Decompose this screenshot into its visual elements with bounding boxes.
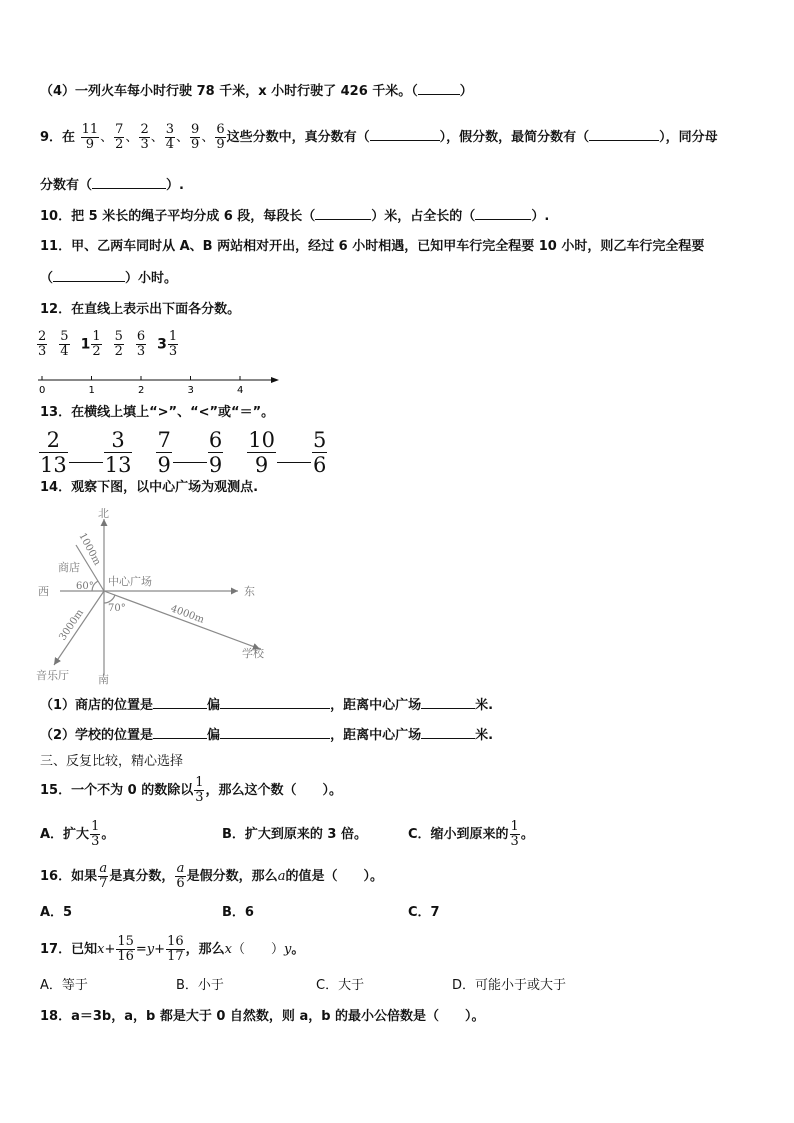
fraction: $\frac{2}{3}$ [140, 122, 149, 152]
option-a[interactable]: A．5 [40, 905, 73, 920]
angle-school: 70° [108, 603, 126, 614]
fraction: $\frac{7}{2}$ [115, 122, 124, 152]
option-b[interactable]: B．扩大到原来的 3 倍。 [222, 827, 368, 842]
number-line-arrow [271, 377, 279, 383]
question-17: 17．已知x+ $\frac{15}{16}$ =y+ $\frac{16}{17}$ ，那么x（ ）y。 [40, 934, 305, 964]
fraction: $\frac{9}{9}$ [191, 122, 200, 152]
fraction: $\frac{15}{16}$ [117, 934, 134, 964]
option-a[interactable]: A．扩大 $\frac{1}{3}$ 。 [40, 819, 115, 849]
option-c[interactable]: C．7 [408, 905, 440, 920]
fraction: $\frac{16}{17}$ [167, 934, 184, 964]
question-14-part-2: （2）学校的位置是 偏 ，距离中心广场 米. [40, 728, 494, 743]
answer-blank[interactable] [53, 269, 125, 282]
tick-label: 3 [187, 385, 194, 396]
question-9-line2: 分数有（ ）. [40, 178, 184, 193]
q9-fraction-list: $\frac{11}{9}$ 、 $\frac{7}{2}$ 、 $\frac{2}{3}$ 、 $\frac{3}{4}$ 、 $\frac{9}{9}$ 、 $\frac{6}{9}$ [81, 122, 225, 152]
question-14-title: 14．观察下图，以中心广场为观测点. [40, 480, 259, 495]
answer-blank[interactable] [153, 726, 207, 739]
fraction: $\frac{7}{9}$ [157, 428, 171, 477]
fraction: $\frac{10}{9}$ [248, 428, 275, 477]
answer-blank[interactable] [418, 82, 460, 95]
label-north: 北 [98, 507, 109, 520]
fraction: $\frac{1}{3}$ [91, 819, 100, 849]
option-c[interactable]: C．缩小到原来的 $\frac{1}{3}$ 。 [408, 819, 534, 849]
number-line [30, 370, 290, 396]
answer-blank[interactable] [589, 128, 659, 141]
answer-blank[interactable] [370, 128, 440, 141]
hall-line [54, 591, 104, 665]
question-12-title: 12．在直线上表示出下面各分数。 [40, 302, 241, 317]
option-a[interactable]: A．等于 [40, 978, 88, 993]
fraction: $\frac{6}{3}$ [136, 329, 146, 359]
fraction: $\frac{5}{4}$ [60, 329, 69, 359]
mixed-number: 3 $\frac{1}{3}$ [157, 329, 178, 359]
answer-blank[interactable] [421, 726, 475, 739]
answer-blank[interactable] [220, 696, 330, 709]
question-4-sub: （4）一列火车每小时行驶 78 千米，x 小时行驶了 426 千米。（ ） [40, 84, 473, 99]
mixed-number [113, 330, 125, 359]
answer-blank[interactable] [153, 696, 207, 709]
dist-hall: 3000m [57, 607, 87, 643]
question-13-title: 13．在横线上填上“>”、“<”或“＝”。 [40, 405, 275, 420]
answer-blank[interactable] [220, 726, 330, 739]
label-hall: 音乐厅 [36, 669, 69, 682]
label-east: 东 [244, 585, 255, 598]
direction-map [32, 505, 292, 685]
option-c[interactable]: C．大于 [316, 978, 365, 993]
answer-blank[interactable] [475, 207, 531, 220]
fraction: $\frac{5}{2}$ [114, 329, 123, 359]
option-b[interactable]: B．6 [222, 905, 254, 920]
question-18: 18．a＝3b，a，b 都是大于 0 自然数，则 a，b 的最小公倍数是（ ）。 [40, 1009, 485, 1024]
mixed-number [58, 330, 70, 359]
q13-compare-row [38, 428, 328, 477]
answer-blank[interactable] [421, 696, 475, 709]
question-16: 16．如果 $\frac{a}{7}$ 是真分数， $\frac{a}{6}$ 是假分数，那么a的值是（ ）。 [40, 861, 383, 891]
fraction: $\frac{1}{3}$ [195, 775, 204, 805]
fraction: $\frac{1}{3}$ [510, 819, 519, 849]
dist-school: 4000m [168, 603, 206, 626]
school-line [104, 591, 260, 649]
label-south: 南 [98, 673, 109, 685]
fraction: $\frac{6}{9}$ [208, 428, 223, 477]
fraction: $\frac{5}{6}$ [312, 428, 327, 477]
answer-blank[interactable] [92, 176, 166, 189]
compare-blank[interactable] [69, 450, 103, 463]
compare-pair [155, 428, 224, 477]
fraction: $\frac{a}{7}$ [99, 861, 108, 891]
fraction: $\frac{1}{2}$ [92, 329, 101, 359]
question-15: 15．一个不为 0 的数除以 $\frac{1}{3}$ ，那么这个数（ ）。 [40, 775, 342, 805]
question-14-part-1: （1）商店的位置是 偏 ，距离中心广场 米. [40, 698, 494, 713]
option-b[interactable]: B．小于 [176, 978, 224, 993]
mixed-number: 1 $\frac{1}{2}$ [80, 329, 101, 359]
question-10: 10．把 5 米长的绳子平均分成 6 段，每段长（ ）米，占全长的（ ）. [40, 209, 550, 224]
tick-label: 1 [88, 385, 95, 396]
fraction: $\frac{3}{4}$ [165, 122, 175, 152]
option-d[interactable]: D．可能小于或大于 [452, 978, 567, 993]
fraction: $\frac{2}{13}$ [40, 428, 67, 477]
label-shop: 商店 [58, 561, 80, 574]
compare-blank[interactable] [277, 450, 311, 463]
fraction: $\frac{3}{13}$ [104, 428, 132, 477]
tick-label: 4 [237, 385, 244, 396]
question-11-line2: （ ）小时。 [40, 271, 178, 286]
label-center: 中心广场 [108, 575, 152, 588]
tick-label: 2 [138, 385, 145, 396]
dist-shop: 1000m [76, 531, 103, 568]
fraction: $\frac{1}{3}$ [168, 329, 178, 359]
compare-pair [246, 428, 328, 477]
label-school: 学校 [242, 647, 264, 660]
fraction: $\frac{11}{9}$ [81, 122, 99, 152]
compare-blank[interactable] [173, 450, 207, 463]
label-west: 西 [38, 585, 49, 598]
question-11: 11．甲、乙两车同时从 A、B 两站相对开出，经过 6 小时相遇，已知甲车行完全程要 10 小时，则乙车行完全程要 [40, 239, 705, 254]
angle-shop: 60° [76, 581, 94, 592]
mixed-number [36, 330, 48, 359]
question-9: 9．在 $\frac{11}{9}$ 、 $\frac{7}{2}$ 、 $\frac{2}{3}$ 、 $\frac{3}{4}$ 、 $\frac{9}{9}$ 、 $\frac{6}{9}$ 这些分数中，真分数有（ ），假分数，最简分数有（ ），同分母 [40, 122, 718, 152]
q12-fraction-list [36, 330, 236, 366]
compare-pair [38, 428, 133, 477]
fraction: $\frac{2}{3}$ [38, 329, 47, 359]
angle-arc-school [104, 595, 115, 603]
section-3-heading: 三、反复比较，精心选择 [40, 754, 184, 769]
mixed-number [135, 330, 147, 359]
tick-label: 0 [39, 385, 46, 396]
fraction: $\frac{a}{6}$ [176, 861, 185, 891]
fraction: $\frac{6}{9}$ [216, 122, 225, 152]
answer-blank[interactable] [315, 207, 371, 220]
